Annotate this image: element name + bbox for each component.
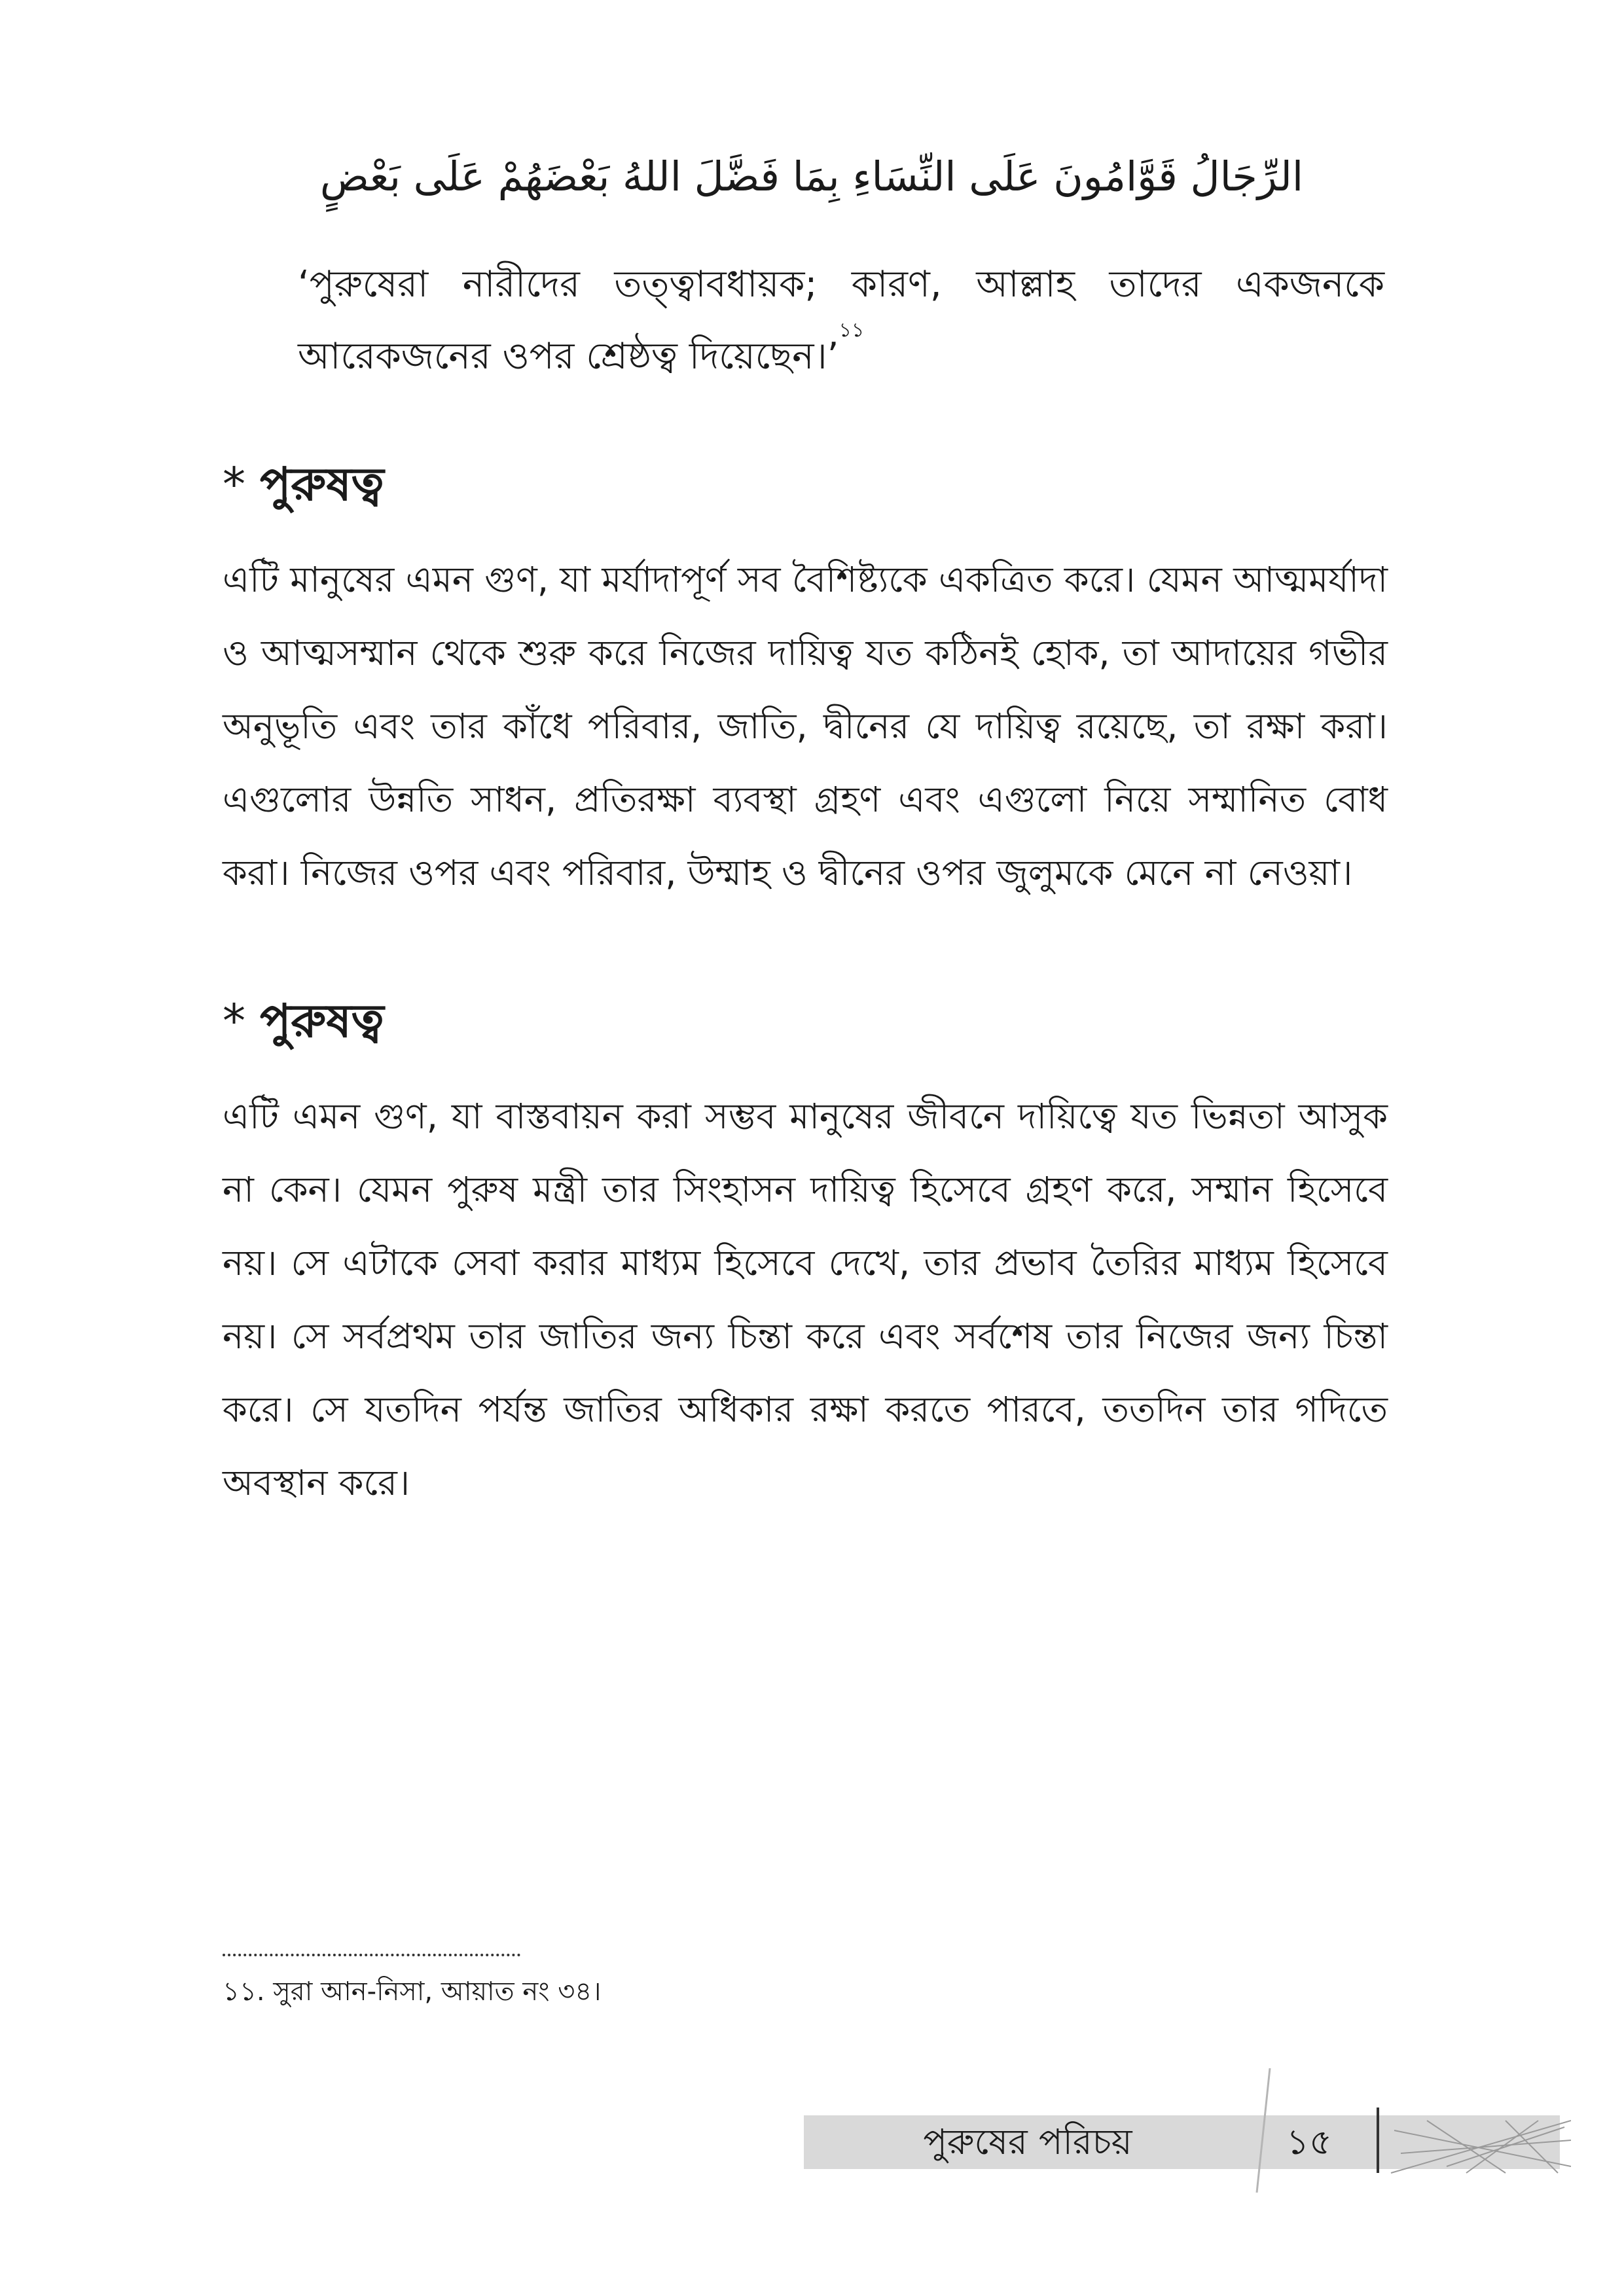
verse-translation (298, 249, 1384, 393)
arabic-verse: الرِّجَالُ قَوَّامُونَ عَلَى النِّسَاءِ بِمَا فَضَّلَ اللهُ بَعْضَهُمْ عَلَى بَعْضٍ (319, 152, 1304, 200)
section-heading-text: পুরুষত্ব (260, 457, 384, 511)
section-heading-1 (223, 457, 384, 511)
section-body-2: এটি এমন গুণ, যা বাস্তবায়ন করা সম্ভব মানুষের জীবনে দায়িত্বে যত ভিন্নতা আসুক না কেন। যেমন পুরুষ মন্ত্রী তার সিংহাসন দায়িত্ব হিসেবে গ্রহণ করে, সম্মান হিসেবে নয়। সে এটাকে সেবা করার মাধ্যম হিসেবে দেখে, তার প্রভাব তৈরির মাধ্যম হিসেবে নয়। সে সর্বপ্রথম তার জাতির জন্য চিন্তা করে এবং সর্বশেষ তার নিজের জন্য চিন্তা করে। সে যতদিন পর্যন্ত জাতির অধিকার রক্ষা করতে পারবে, ততদিন তার গদিতে অবস্থান করে। (223, 1096, 1388, 1503)
footnote-divider (223, 1954, 520, 1956)
translation-text: ‘পুরুষেরা নারীদের তত্ত্বাবধায়ক; কারণ, আল্লাহ তাদের একজনকে আরেকজনের ওপর শ্রেষ্ঠত্ব দিয়েছেন।’ (298, 263, 1384, 378)
footnote (223, 1973, 601, 2010)
footnote-text: সুরা আন-নিসা, আয়াত নং ৩৪। (273, 1977, 602, 2007)
page-number: ১৫ (1286, 2121, 1333, 2162)
asterisk-marker: * (223, 994, 245, 1048)
asterisk-marker: * (223, 457, 245, 511)
footnote-number: ১১. (223, 1977, 265, 2007)
running-title: পুরুষের পরিচয় (923, 2121, 1132, 2162)
footnote-reference[interactable]: ১১ (839, 319, 865, 342)
section-heading-text: পুরুষত্ব (260, 994, 384, 1048)
section-body-1: এটি মানুষের এমন গুণ, যা মর্যাদাপূর্ণ সব বৈশিষ্ট্যকে একত্রিত করে। যেমন আত্মমর্যাদা ও আত্মসম্মান থেকে শুরু করে নিজের দায়িত্ব যত কঠিনই হোক, তা আদায়ের গভীর অনুভূতি এবং তার কাঁধে পরিবার, জাতি, দ্বীনের যে দায়িত্ব রয়েছে, তা রক্ষা করা। এগুলোর উন্নতি সাধন, প্রতিরক্ষা ব্যবস্থা গ্রহণ এবং এগুলো নিয়ে সম্মানিত বোধ করা। নিজের ওপর এবং পরিবার, উম্মাহ ও দ্বীনের ওপর জুলুমকে মেনে না নেওয়া। (223, 559, 1388, 893)
section-heading-2 (223, 994, 384, 1048)
